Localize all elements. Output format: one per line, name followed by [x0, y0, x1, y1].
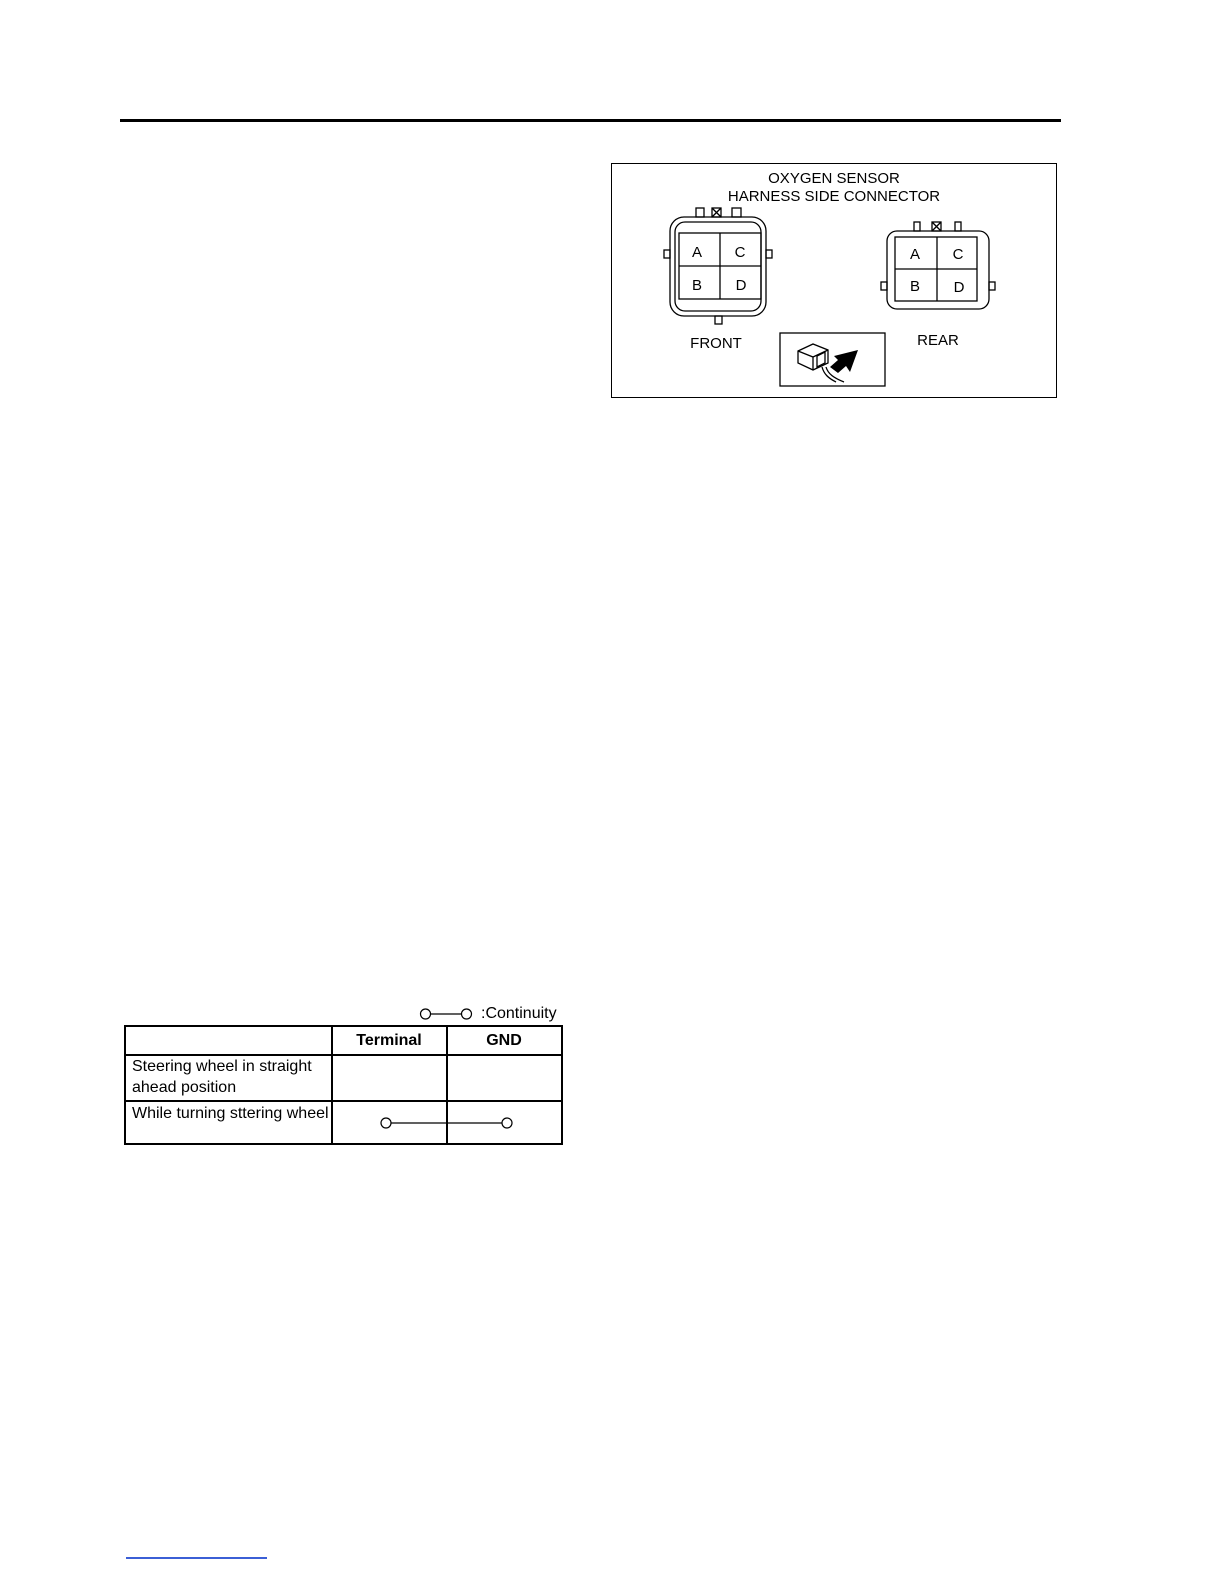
front-latch-left — [696, 208, 704, 217]
rear-latch-right — [955, 222, 961, 231]
front-side-tab-left — [664, 250, 670, 258]
continuity-table — [124, 1025, 563, 1145]
figure-title-line1: OXYGEN SENSOR — [768, 170, 900, 187]
view-direction-inset — [780, 333, 885, 386]
rear-pin-c: C — [952, 246, 964, 263]
continuity-gnd-circle-icon — [502, 1118, 512, 1128]
front-connector — [664, 208, 772, 324]
table-row-condition: While turning sttering wheel — [132, 1105, 329, 1122]
header-rule — [120, 119, 1061, 122]
front-pin-b: B — [691, 277, 703, 294]
continuity-legend-label: :Continuity — [481, 1005, 557, 1022]
front-connector-label: FRONT — [690, 335, 742, 352]
rear-pin-b: B — [909, 278, 921, 295]
front-side-tab-right — [766, 250, 772, 258]
view-arrow-icon — [830, 350, 858, 373]
rear-pin-d: D — [953, 279, 965, 296]
rear-latch-left — [914, 222, 920, 231]
rear-side-tab-left — [881, 282, 887, 290]
rear-connector-label: REAR — [917, 332, 959, 349]
continuity-legend — [419, 1004, 564, 1024]
table-header-gnd: GND — [486, 1032, 522, 1049]
table-row-condition: Steering wheel in straight ahead position — [132, 1058, 312, 1096]
continuity-terminal-circle-icon — [381, 1118, 391, 1128]
continuity-marks — [126, 1027, 561, 1143]
rear-side-tab-right — [989, 282, 995, 290]
figure-title-line2: HARNESS SIDE CONNECTOR — [727, 188, 941, 205]
footer-link-underline — [126, 1557, 267, 1559]
front-bottom-tab — [715, 316, 722, 324]
oxygen-sensor-connector-figure — [611, 163, 1057, 398]
front-latch-right — [732, 208, 741, 217]
front-pin-a: A — [691, 244, 703, 261]
rear-connector — [881, 222, 995, 309]
front-pin-d: D — [735, 277, 747, 294]
connector-diagram — [612, 164, 1058, 399]
table-header-terminal: Terminal — [356, 1032, 422, 1049]
rear-housing — [887, 231, 989, 309]
front-pin-c: C — [734, 244, 746, 261]
continuity-symbol-icon — [419, 1004, 479, 1024]
rear-pin-a: A — [909, 246, 921, 263]
